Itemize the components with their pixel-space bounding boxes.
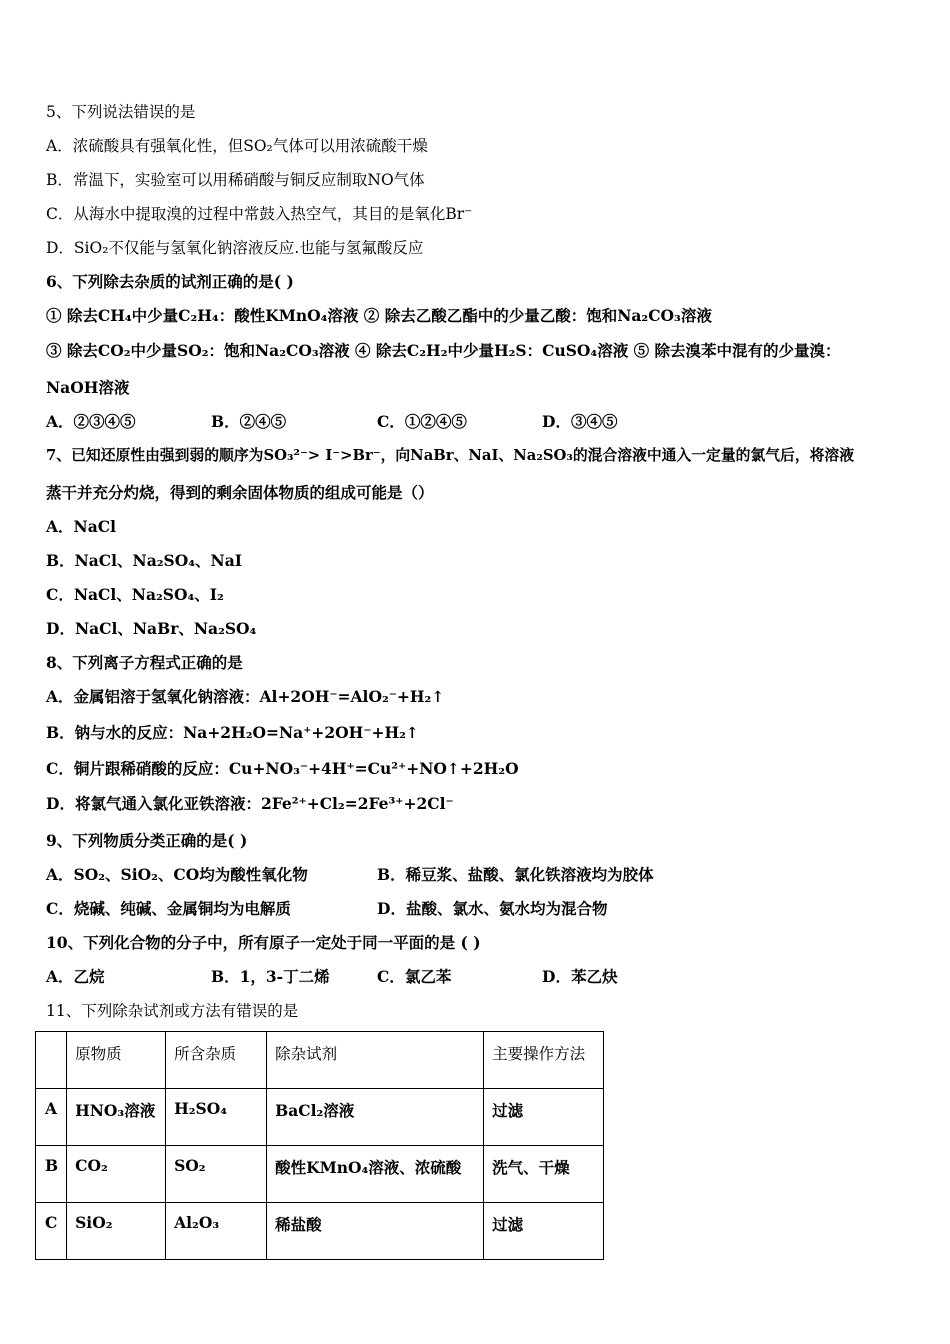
q9-option-d: D．盐酸、氯水、氨水均为混合物 xyxy=(377,899,608,918)
table-cell: SiO₂ xyxy=(67,1203,166,1260)
table-cell: 过滤 xyxy=(484,1089,604,1146)
q7-option-c: C．NaCl、Na₂SO₄、I₂ xyxy=(46,585,224,604)
q6-option-b: B．②④⑤ xyxy=(211,412,287,431)
table-cell: BaCl₂溶液 xyxy=(267,1089,484,1146)
q9-option-c: C．烧碱、纯碱、金属铜均为电解质 xyxy=(46,899,291,918)
q8-option-b: B．钠与水的反应：Na+2H₂O=Na⁺+2OH⁻+H₂↑ xyxy=(46,723,419,742)
q8-option-a: A．金属铝溶于氢氧化钠溶液：Al+2OH⁻=AlO₂⁻+H₂↑ xyxy=(46,687,445,706)
q10-stem: 10、下列化合物的分子中，所有原子一定处于同一平面的是 ( ) xyxy=(46,933,481,952)
table-row xyxy=(36,1203,604,1260)
q7-option-b: B．NaCl、Na₂SO₄、NaI xyxy=(46,551,242,570)
q6-stem: 6、下列除去杂质的试剂正确的是( ) xyxy=(46,272,294,291)
table-cell xyxy=(36,1032,67,1089)
q5-option-b: B．常温下，实验室可以用稀硝酸与铜反应制取NO气体 xyxy=(46,171,425,189)
q8-option-d: D．将氯气通入氯化亚铁溶液：2Fe²⁺+Cl₂=2Fe³⁺+2Cl⁻ xyxy=(46,794,454,813)
table-cell: SO₂ xyxy=(166,1146,267,1203)
table-cell: 洗气、干燥 xyxy=(484,1146,604,1203)
table-cell: HNO₃溶液 xyxy=(67,1089,166,1146)
q6-option-c: C．①②④⑤ xyxy=(377,412,467,431)
q10-option-a: A．乙烷 xyxy=(46,967,105,986)
q7-option-d: D．NaCl、NaBr、Na₂SO₄ xyxy=(46,619,257,638)
q10-option-c: C．氯乙苯 xyxy=(377,967,452,986)
q7-option-a: A．NaCl xyxy=(46,517,116,536)
q6-item-line-1: ① 除去CH₄中少量C₂H₄：酸性KMnO₄溶液 ② 除去乙酸乙酯中的少量乙酸：饱和Na₂CO₃溶液 xyxy=(46,306,712,325)
table-cell: A xyxy=(36,1089,67,1146)
q6-option-d: D．③④⑤ xyxy=(542,412,618,431)
q5-option-a: A．浓硫酸具有强氧化性，但SO₂气体可以用浓硫酸干燥 xyxy=(46,137,428,155)
q5-option-d: D．SiO₂不仅能与氢氧化钠溶液反应.也能与氢氟酸反应 xyxy=(46,239,424,257)
q10-option-b: B．1，3-丁二烯 xyxy=(211,967,330,986)
q9-stem: 9、下列物质分类正确的是( ) xyxy=(46,831,248,850)
table-header-cell: 除杂试剂 xyxy=(267,1032,484,1089)
table-header-row xyxy=(36,1032,604,1089)
q8-stem: 8、下列离子方程式正确的是 xyxy=(46,653,243,672)
table-row xyxy=(36,1146,604,1203)
q7-stem-line-1: 7、已知还原性由强到弱的顺序为SO₃²⁻> I⁻>Br⁻，向NaBr、NaI、Na₂SO₃的混合溶液中通入一定量的氯气后，将溶液 xyxy=(46,447,855,464)
table-cell: 稀盐酸 xyxy=(267,1203,484,1260)
q10-option-d: D．苯乙炔 xyxy=(542,967,618,986)
table-cell: C xyxy=(36,1203,67,1260)
q6-option-a: A．②③④⑤ xyxy=(46,412,136,431)
q9-option-a: A．SO₂、SiO₂、CO均为酸性氧化物 xyxy=(46,865,308,884)
table-cell: 过滤 xyxy=(484,1203,604,1260)
q6-item-line-2: ③ 除去CO₂中少量SO₂：饱和Na₂CO₃溶液 ④ 除去C₂H₂中少量H₂S：CuSO₄溶液 ⑤ 除去溴苯中混有的少量溴： xyxy=(46,341,841,360)
table-cell: Al₂O₃ xyxy=(166,1203,267,1260)
table-row xyxy=(36,1089,604,1146)
q5-stem: 5、下列说法错误的是 xyxy=(46,103,196,121)
table-cell: CO₂ xyxy=(67,1146,166,1203)
table-header-cell: 主要操作方法 xyxy=(484,1032,604,1089)
table-cell: 酸性KMnO₄溶液、浓硫酸 xyxy=(267,1146,484,1203)
table-header-cell: 所含杂质 xyxy=(166,1032,267,1089)
q8-option-c: C．铜片跟稀硝酸的反应：Cu+NO₃⁻+4H⁺=Cu²⁺+NO↑+2H₂O xyxy=(46,759,519,778)
q7-stem-line-2: 蒸干并充分灼烧，得到的剩余固体物质的组成可能是（） xyxy=(46,483,434,502)
table-header-cell: 原物质 xyxy=(67,1032,166,1089)
q11-stem: 11、下列除杂试剂或方法有错误的是 xyxy=(46,1002,299,1020)
q6-item-line-3: NaOH溶液 xyxy=(46,378,130,397)
table-cell: B xyxy=(36,1146,67,1203)
q9-option-b: B．稀豆浆、盐酸、氯化铁溶液均为胶体 xyxy=(377,865,654,884)
q11-table xyxy=(35,1031,604,1260)
table-cell: H₂SO₄ xyxy=(166,1089,267,1146)
q5-option-c: C．从海水中提取溴的过程中常鼓入热空气，其目的是氧化Br⁻ xyxy=(46,205,473,223)
